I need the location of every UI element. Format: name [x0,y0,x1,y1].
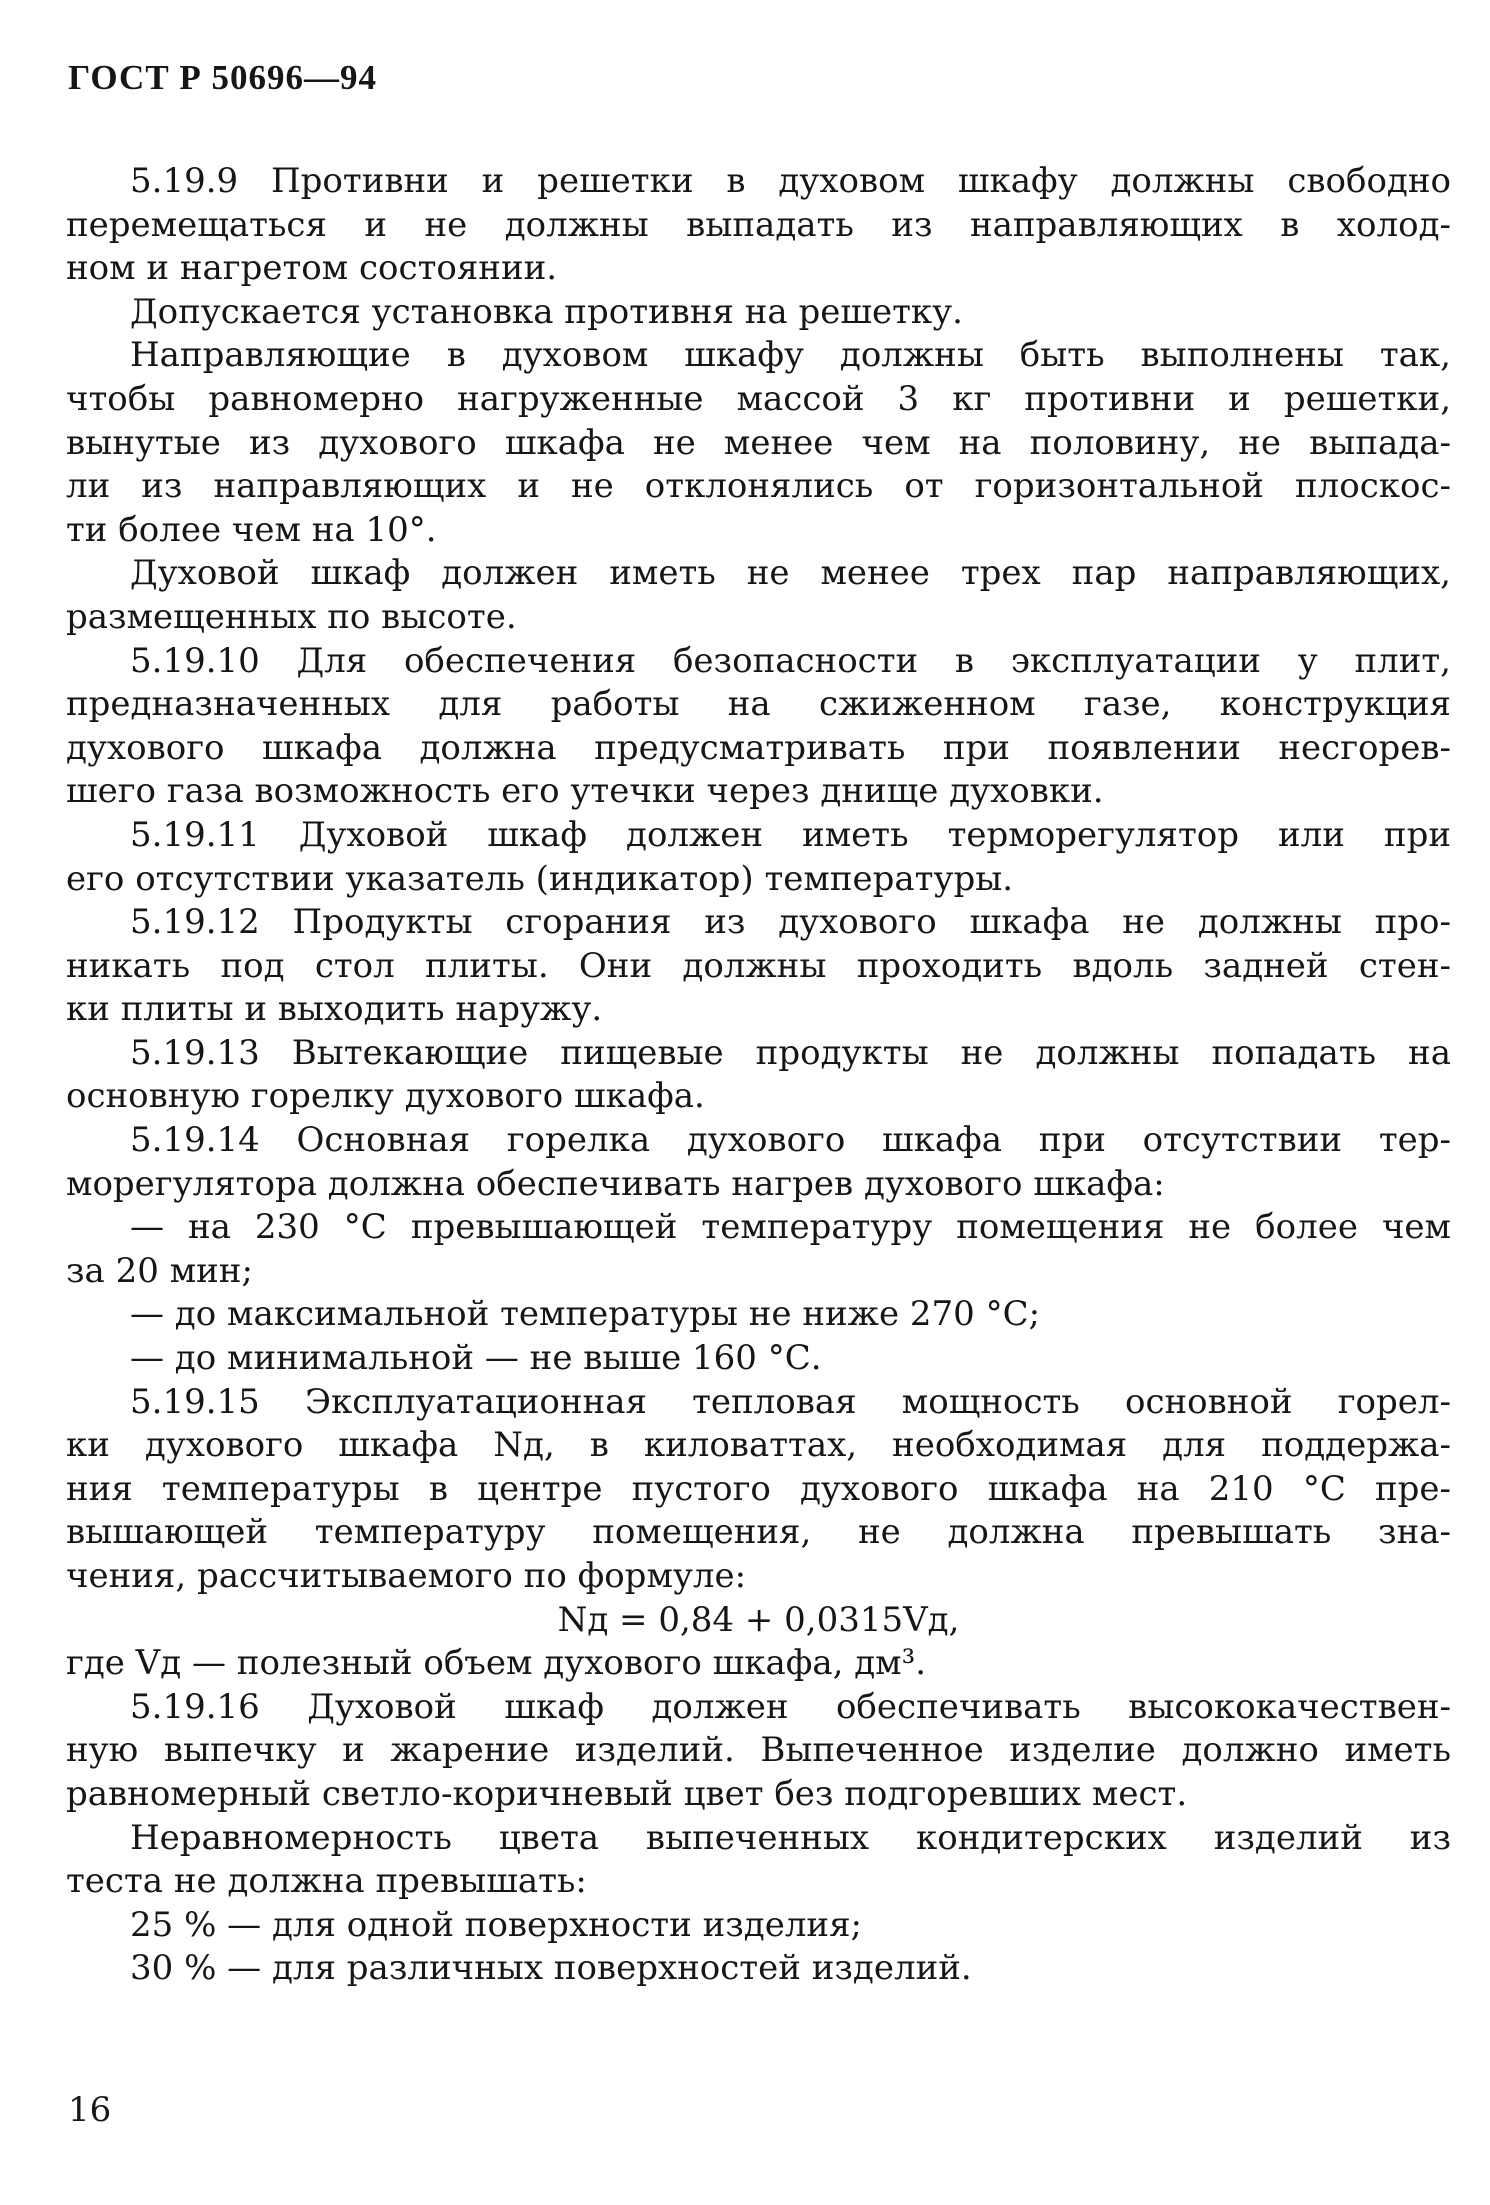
page-body [66,160,1451,1991]
page-number: 16 [68,2090,112,2130]
text-line: 30 % — для различных поверхностей изделий. [130,1948,972,1989]
text-line: 25 % — для одной поверхности изделия; [130,1904,862,1945]
text-line: предназначенных для работы на сжиженном газе, конструкция [66,684,1451,725]
text-line: ки плиты и выходить наружу. [66,989,603,1030]
text-line: Допускается установка противня на решетку. [130,291,963,332]
text-line: равномерный светло-коричневый цвет без подгоревших мест. [66,1773,1188,1814]
text-line: основную горелку духового шкафа. [66,1076,705,1117]
text-line: ную выпечку и жарение изделий. Выпеченное изделие должно иметь [66,1730,1451,1771]
text-line: Неравномерность цвета выпеченных кондитерских изделий из [130,1817,1451,1858]
text-line: чения, рассчитываемого по формуле: [66,1556,747,1596]
text-line: 5.19.11 Духовой шкаф должен иметь терморегулятор или при [130,814,1451,855]
text-line: Духовой шкаф должен иметь не менее трех пар направляющих, [130,553,1451,594]
text-line: 5.19.13 Вытекающие пищевые продукты не должны попадать на [130,1032,1451,1073]
text-line: никать под стол плиты. Они должны проходить вдоль задней стен- [66,945,1451,986]
formula-line: Nд = 0,84 + 0,0315Vд, [557,1599,960,1640]
text-line: ном и нагретом состоянии. [66,248,558,289]
text-line: где Vд — полезный объем духового шкафа, дм³. [66,1643,927,1684]
text-line: Направляющие в духовом шкафу должны быть выполнены так, [130,335,1451,376]
text-line: за 20 мин; [66,1250,253,1291]
text-line: вышающей температуру помещения, не должна превышать зна- [66,1512,1451,1553]
text-line: ки духового шкафа Nд, в киловаттах, необходимая для поддержа- [66,1425,1451,1466]
text-line: 5.19.9 Противни и решетки в духовом шкафу должны свободно [130,161,1451,201]
text-line: морегулятора должна обеспечивать нагрев духового шкафа: [66,1163,1165,1204]
text-line: 5.19.15 Эксплуатационная тепловая мощность основной горел- [130,1381,1451,1422]
text-line: размещенных по высоте. [66,596,517,637]
text-line: ли из направляющих и не отклонялись от горизонтальной плоскос- [66,466,1451,507]
text-line: чтобы равномерно нагруженные массой 3 кг противни и решетки, [66,378,1451,419]
text-line: перемещаться и не должны выпадать из направляющих в холод- [66,204,1451,245]
text-line: его отсутствии указатель (индикатор) температуры. [66,858,1014,899]
text-line: — до минимальной — не выше 160 °С. [130,1338,822,1379]
text-line: ти более чем на 10°. [66,509,437,550]
text-line: 5.19.14 Основная горелка духового шкафа при отсутствии тер- [130,1120,1451,1161]
text-line: шего газа возможность его утечки через днище духовки. [66,771,1104,812]
text-line: 5.19.16 Духовой шкаф должен обеспечивать высококачествен- [130,1686,1451,1727]
text-line: 5.19.12 Продукты сгорания из духового шкафа не должны про- [130,902,1451,943]
document-header: ГОСТ Р 50696—94 [68,58,378,97]
text-line: ния температуры в центре пустого духового шкафа на 210 °С пре- [66,1468,1451,1509]
text-line: вынутые из духового шкафа не менее чем на половину, не выпада- [66,422,1451,463]
text-line: духового шкафа должна предусматривать при появлении несгорев- [66,727,1451,768]
text-line: 5.19.10 Для обеспечения безопасности в эксплуатации у плит, [130,640,1451,681]
text-line: — на 230 °С превышающей температуру помещения не более чем [130,1207,1451,1248]
text-line: — до максимальной температуры не ниже 270 °С; [130,1294,1041,1335]
text-line: теста не должна превышать: [66,1861,587,1902]
